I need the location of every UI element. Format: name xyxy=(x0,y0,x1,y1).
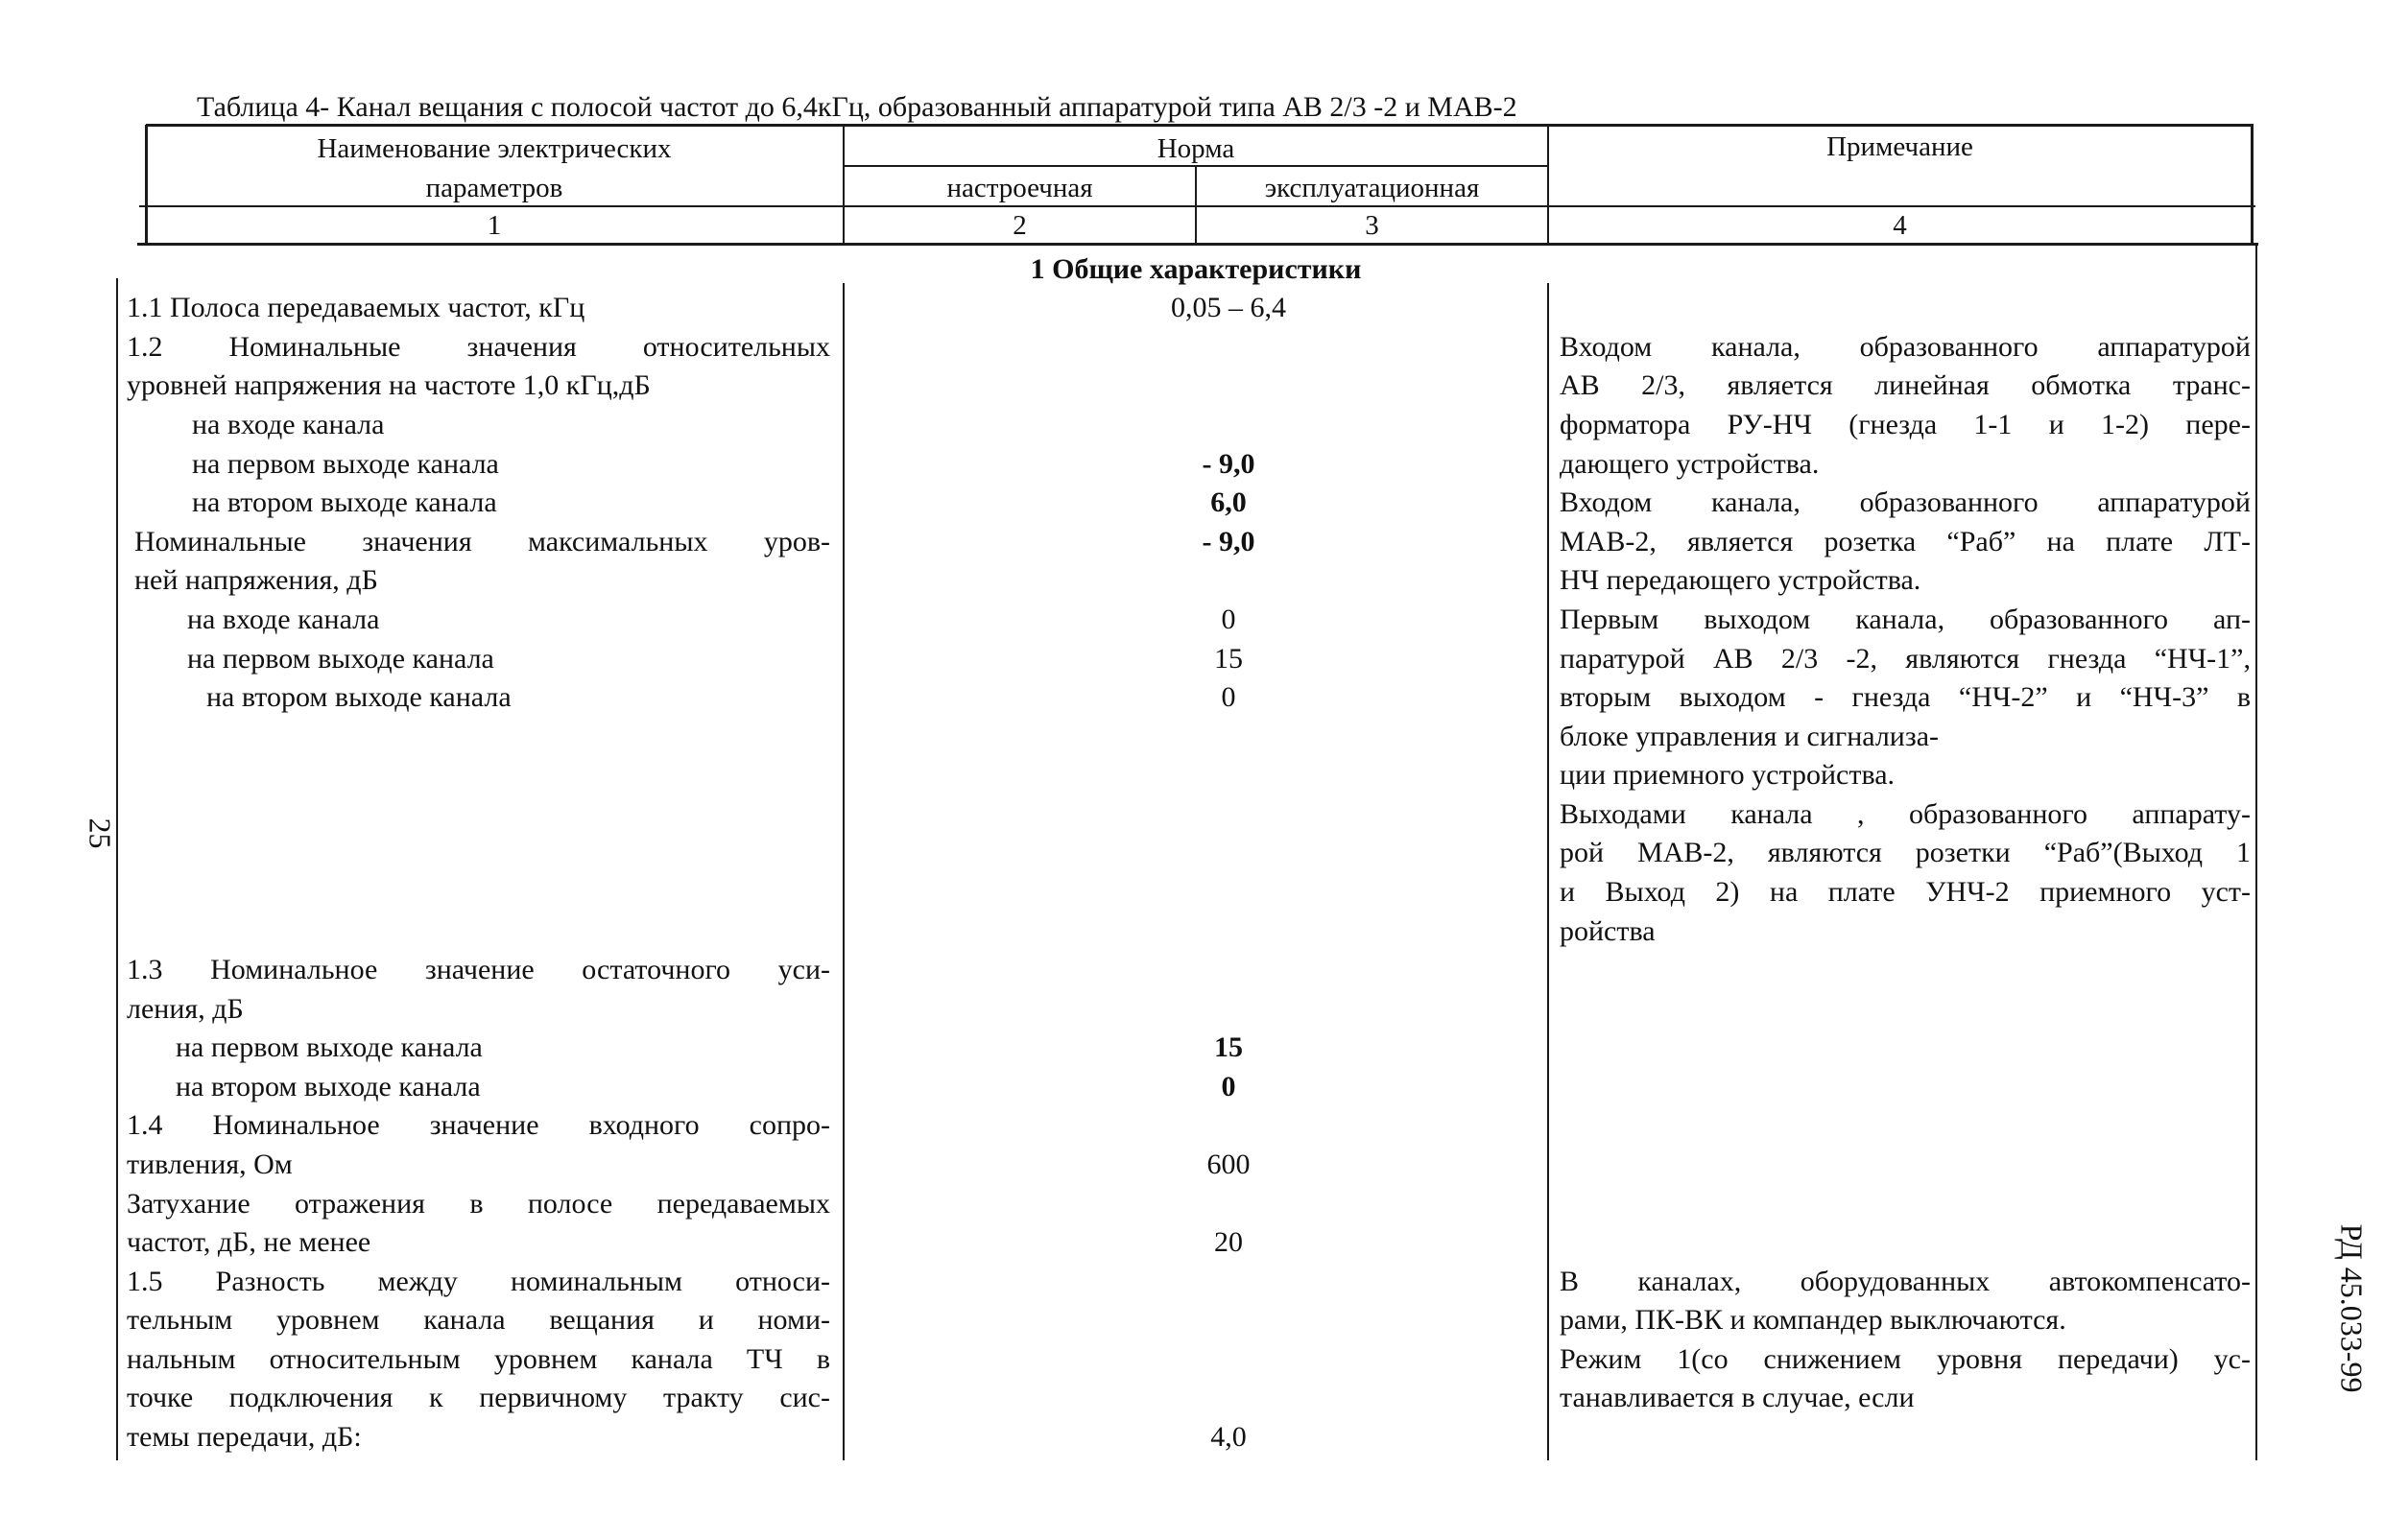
left-border-body xyxy=(116,278,118,1460)
document-code: РД 45.033-99 xyxy=(2334,1223,2370,1393)
param-row: тивления, Ом xyxy=(127,1149,293,1180)
note-line: ции приемного устройства. xyxy=(1560,759,1896,791)
note-line: рами, ПК-ВК и компандер выключаются. xyxy=(1560,1304,2066,1336)
param-row: на втором выходе канала xyxy=(192,486,497,518)
param-row: ления, дБ xyxy=(127,993,244,1025)
value-cell: 0 xyxy=(1221,681,1236,713)
param-row: на втором выходе канала xyxy=(206,681,512,713)
param-row: уровней напряжения на частоте 1,0 кГц,дБ xyxy=(127,369,651,401)
note-line: блоке управления и сигнализа- xyxy=(1560,721,1940,752)
value-cell: 20 xyxy=(1214,1226,1243,1258)
value-cell: - 9,0 xyxy=(1202,448,1255,480)
param-row: на входе канала xyxy=(187,604,380,635)
header-norma: Норма xyxy=(1157,133,1235,164)
note-line: АВ 2/3, является линейная обмотка транс- xyxy=(1560,369,2251,401)
right-border xyxy=(2251,125,2254,245)
param-row: на первом выходе канала xyxy=(176,1031,483,1063)
header-bottom-rule xyxy=(137,243,2258,246)
note-line: паратурой АВ 2/3 -2, являются гнезда “НЧ-1”, xyxy=(1560,643,2251,675)
note-line: Входом канала, образованного аппаратурой xyxy=(1560,331,2251,363)
param-row: на входе канала xyxy=(192,409,385,440)
value-cell: 0 xyxy=(1221,1071,1236,1102)
note-line: танавливается в случае, если xyxy=(1560,1382,1915,1413)
param-row: нальным относительным уровнем канала ТЧ в xyxy=(127,1343,830,1375)
value-cell: - 9,0 xyxy=(1202,526,1255,557)
param-row: 1.5 Разность между номинальным относи- xyxy=(127,1266,830,1297)
note-line: дающего устройства. xyxy=(1560,448,1820,480)
param-row: 1.2 Номинальные значения относительных xyxy=(127,331,830,363)
value-cell: 15 xyxy=(1214,1031,1243,1063)
param-row: на первом выходе канала xyxy=(192,448,499,480)
header-col4: Примечание xyxy=(1826,131,1973,162)
col3-divider-body xyxy=(1547,283,1549,1460)
value-cell: 4,0 xyxy=(1210,1421,1247,1453)
page-number: 25 xyxy=(83,817,118,849)
col1-divider-body xyxy=(843,283,845,1460)
param-row: частот, дБ, не менее xyxy=(127,1226,371,1258)
header-col2: настроечная xyxy=(946,173,1093,203)
param-row: ней напряжения, дБ xyxy=(134,564,378,596)
param-row: 1.3 Номинальное значение остаточного уси- xyxy=(127,954,830,985)
value-cell: 600 xyxy=(1206,1149,1251,1180)
right-border-body xyxy=(2255,245,2257,1460)
note-line: Выходами канала , образованного аппарату- xyxy=(1560,798,2251,830)
note-line: ройства xyxy=(1560,915,1656,947)
header-param-name-2: параметров xyxy=(425,173,563,203)
note-line: Первым выходом канала, образованного ап- xyxy=(1560,604,2251,635)
note-line: МАВ-2, является розетка “Раб” на плате ЛТ- xyxy=(1560,526,2251,557)
value-cell: 15 xyxy=(1214,643,1243,675)
header-sub-rule xyxy=(139,205,2255,207)
table-top-rule xyxy=(146,124,2254,127)
value-cell: 0 xyxy=(1221,604,1236,635)
param-row: точке подключения к первичному тракту сис- xyxy=(127,1382,830,1413)
table-title: Таблица 4- Канал вещания с полосой частот до 6,4кГц, образованный аппаратурой типа АВ 2/3 -2 и МАВ-2 xyxy=(197,91,1517,123)
note-line: вторым выходом - гнезда “НЧ-2” и “НЧ-3” в xyxy=(1560,681,2251,713)
param-row: Затухание отражения в полосе передаваемых xyxy=(127,1188,830,1220)
header-param-name: Наименование электрических xyxy=(317,133,672,164)
note-line: Режим 1(со снижением уровня передачи) ус- xyxy=(1560,1343,2251,1375)
colnum-2: 2 xyxy=(1013,210,1027,241)
note-line: рой МАВ-2, являются розетки “Раб”(Выход 1 xyxy=(1560,837,2251,868)
note-line: Входом канала, образованного аппаратурой xyxy=(1560,486,2251,518)
param-row: на первом выходе канала xyxy=(187,643,494,675)
colnum-4: 4 xyxy=(1893,210,1907,241)
param-row: тельным уровнем канала вещания и номи- xyxy=(127,1304,830,1336)
section-title: 1 Общие характеристики xyxy=(1030,253,1362,285)
note-line: форматора РУ-НЧ (гнезда 1-1 и 1-2) пере- xyxy=(1560,409,2251,440)
param-row: темы передачи, дБ: xyxy=(127,1421,362,1453)
colnum-3: 3 xyxy=(1365,210,1379,241)
value-cell: 6,0 xyxy=(1210,486,1247,518)
note-line: НЧ передающего устройства. xyxy=(1560,564,1921,596)
param-row: Номинальные значения максимальных уров- xyxy=(134,526,830,557)
note-line: В каналах, оборудованных автокомпенсато- xyxy=(1560,1266,2251,1297)
header-col3: эксплуатационная xyxy=(1264,173,1480,203)
param-row: 1.1 Полоса передаваемых частот, кГц xyxy=(127,292,585,323)
param-row: на втором выходе канала xyxy=(176,1071,481,1102)
param-row: 1.4 Номинальное значение входного сопро- xyxy=(127,1109,830,1141)
note-line: и Выход 2) на плате УНЧ-2 приемного уст- xyxy=(1560,876,2251,908)
colnum-1: 1 xyxy=(487,210,502,241)
value-cell: 0,05 – 6,4 xyxy=(1171,292,1286,323)
